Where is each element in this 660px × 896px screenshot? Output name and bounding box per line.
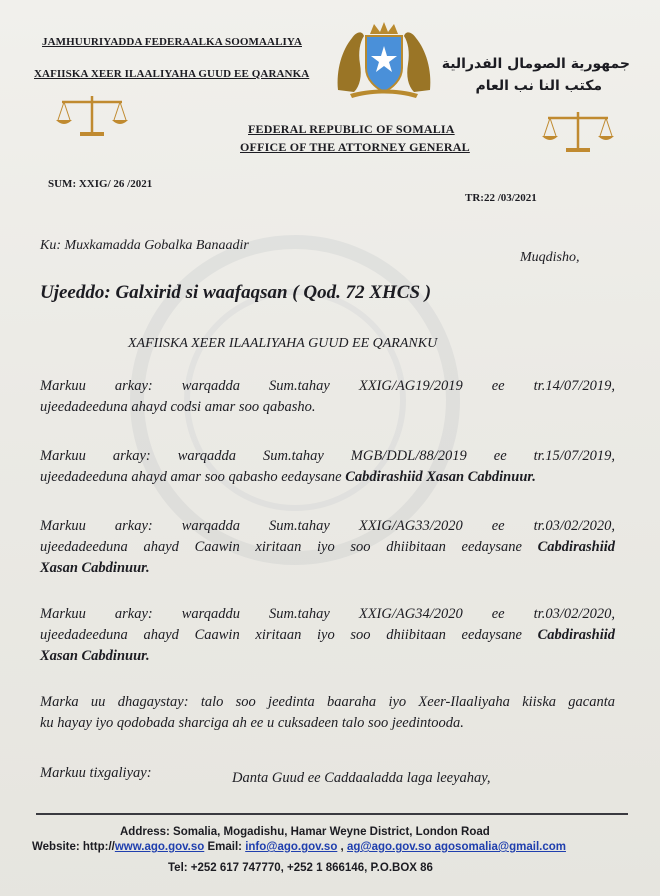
somalia-emblem-icon: [330, 20, 438, 100]
addressee: Ku: Muxkamadda Gobalka Banaadir: [40, 238, 249, 253]
paragraph-line: [40, 537, 615, 558]
paragraph-1: [40, 376, 615, 418]
email-link-gmail[interactable]: agosomalia@gmail.com: [431, 841, 566, 853]
scales-of-justice-left-icon: [54, 92, 130, 140]
header-arabic-line1: جمهورية الصومال الفدرالية: [441, 56, 630, 72]
email-separator: ,: [337, 841, 347, 853]
accused-name: Cabdirashiid: [537, 539, 615, 555]
paragraph-2: [40, 446, 615, 488]
paragraph-text: ujeedadeeduna ahayd Caawin xiritaan iyo soo dhiibitaan eedaysane: [40, 539, 538, 555]
email-label: Email:: [204, 841, 246, 853]
header-somali-line2: XAFIISKA XEER ILAALIYAHA GUUD EE QARANKA: [34, 68, 310, 80]
paragraph-line: ku hayay iyo qodobada sharciga ah ee u cuksadeen talo soo jeedintooda.: [40, 715, 464, 731]
accused-name: Xasan Cabdinuur.: [40, 560, 150, 576]
footer-divider: [36, 813, 628, 815]
closing-label: Markuu tixgaliyay:: [40, 765, 152, 781]
reference-date: TR:22 /03/2021: [465, 192, 537, 204]
website-link[interactable]: www.ago.gov.so: [114, 841, 205, 853]
paragraph-line: Marka uu dhagaystay: talo soo jeedinta baaraha iyo Xeer-Ilaaliyaha kiiska gacanta: [40, 694, 615, 710]
paragraph-3: [40, 516, 615, 579]
accused-name: Cabdirashiid Xasan Cabdinuur.: [345, 469, 536, 485]
paragraph-line: ujeedadeeduna ahayd codsi amar soo qabasho.: [40, 399, 316, 415]
scales-of-justice-right-icon: [540, 108, 616, 156]
paragraph-line: [40, 625, 615, 646]
paragraph-line: [40, 467, 615, 488]
subject-line: Ujeeddo: Galxirid si waafaqsan ( Qod. 72 XHCS ): [40, 282, 432, 303]
website-label: Website: http://: [32, 841, 115, 853]
office-heading: XAFIISKA XEER ILAALIYAHA GUUD EE QARANKU: [128, 336, 438, 351]
email-link-info[interactable]: info@ago.gov.so: [245, 841, 338, 853]
paragraph-5: [40, 692, 615, 734]
footer-address: Address: Somalia, Mogadishu, Hamar Weyne District, London Road: [120, 826, 490, 838]
closing-text: Danta Guud ee Caddaaladda laga leeyahay,: [232, 770, 491, 786]
header-english-line1: FEDERAL REPUBLIC OF SOMALIA: [248, 122, 455, 136]
header-somali-line1: JAMHUURIYADDA FEDERAALKA SOOMAALIYA: [42, 36, 302, 48]
paragraph-line: Markuu arkay: warqaddu Sum.tahay XXIG/AG34/2020 ee tr.03/02/2020,: [40, 606, 615, 622]
footer-telephone: Tel: +252 617 747770, +252 1 866146, P.O.BOX 86: [168, 862, 433, 874]
paragraph-line: Markuu arkay: warqadda Sum.tahay MGB/DDL/88/2019 ee tr.15/07/2019,: [40, 448, 615, 464]
email-link-ag[interactable]: ag@ago.gov.so: [346, 841, 432, 853]
paragraph-text: ujeedadeeduna ahayd Caawin xiritaan iyo soo dhiibitaan eedaysane: [40, 627, 538, 643]
accused-name: Xasan Cabdinuur.: [40, 648, 150, 664]
header-arabic-line2: مكتب النا نب العام: [475, 78, 602, 94]
paragraph-text: ujeedadeeduna ahayd amar soo qabasho eedaysane: [40, 469, 346, 485]
accused-name: Cabdirashiid: [537, 627, 615, 643]
header-english-line2: OFFICE OF THE ATTORNEY GENERAL: [240, 140, 470, 154]
paragraph-line: Markuu arkay: warqadda Sum.tahay XXIG/AG33/2020 ee tr.03/02/2020,: [40, 518, 615, 534]
place: Muqdisho,: [520, 250, 580, 265]
paragraph-line: Markuu arkay: warqadda Sum.tahay XXIG/AG19/2019 ee tr.14/07/2019,: [40, 378, 615, 394]
paragraph-4: [40, 604, 615, 667]
reference-number: SUM: XXIG/ 26 /2021: [48, 178, 153, 190]
footer-contacts: [32, 841, 566, 853]
